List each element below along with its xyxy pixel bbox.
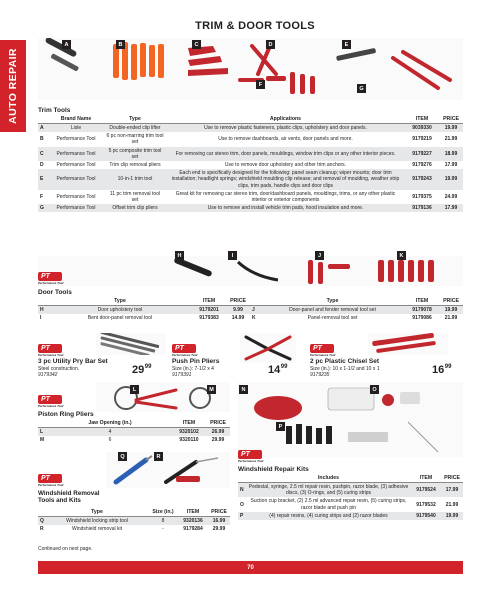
applications-cell: Use to remove door upholstery and other trim anchors.	[224, 162, 347, 169]
item-cell: 9179375	[412, 193, 432, 200]
type-cell: Trim clip removal pliers	[109, 162, 161, 169]
windshield-removal-table	[38, 508, 230, 533]
header-type: Type	[104, 115, 166, 124]
item-cell: 9179383	[199, 315, 219, 322]
pry-bar-photo	[96, 333, 166, 355]
table-row	[238, 512, 463, 520]
door-header-price: PRICE	[226, 297, 250, 306]
item-cell: 9179532	[416, 501, 436, 508]
item-cell: 9320110	[179, 437, 199, 444]
photo-label-g: G	[357, 84, 366, 93]
type-cell: Door-panel and fender removal tool set	[260, 306, 405, 315]
trim-tools-body	[38, 124, 463, 213]
photo-label-i: I	[228, 251, 237, 260]
door-tools-right-body	[250, 306, 463, 323]
price-cell: 17.99	[444, 162, 458, 169]
table-row	[38, 428, 230, 437]
header-brand: Brand Name	[48, 115, 104, 124]
piston-header-price: PRICE	[206, 419, 230, 428]
brand-cell: Performance Tool	[48, 169, 104, 190]
door-header-price-right: PRICE	[439, 297, 463, 306]
table-row	[38, 147, 463, 161]
brand-logo-windshield-removal: PT Performance Tool	[38, 475, 64, 487]
push-pin-pliers-illustration	[240, 333, 296, 363]
type-cell: Windshield removal kit	[71, 526, 123, 533]
item-cell: 9179078	[405, 306, 439, 315]
brand-cell: Performance Tool	[56, 162, 96, 169]
chisel-set-photo	[368, 333, 448, 355]
windshield-removal-body	[38, 517, 230, 534]
photo-label-a: A	[62, 40, 71, 49]
table-row	[38, 132, 463, 146]
photo-label-r: R	[154, 452, 163, 461]
feature-1-price: $29^{99}$	[132, 364, 152, 376]
door-header-type-right: Type	[260, 297, 405, 306]
photo-label-c: C	[192, 40, 201, 49]
item-cell: 9320102	[172, 428, 206, 437]
opening-cell: 4	[48, 428, 172, 437]
item-cell: 9179243	[405, 169, 439, 190]
header-item: ITEM	[405, 115, 439, 124]
photo-label-k: K	[397, 251, 406, 260]
photo-label-p: P	[276, 422, 285, 431]
type-cell: Bent door-panel removal tool	[87, 315, 153, 322]
price-cell: 9.99	[226, 306, 250, 315]
header-applications: Applications	[166, 115, 405, 124]
table-row	[38, 525, 230, 533]
item-cell: 9179284	[183, 526, 203, 533]
piston-header-item: ITEM	[172, 419, 206, 428]
price-cell: 19.99	[439, 124, 463, 133]
ws-removal-header-item: ITEM	[178, 508, 208, 517]
feature-1-desc: Steel construction.	[38, 366, 80, 372]
table-row	[38, 161, 463, 169]
photo-label-l: L	[130, 385, 139, 394]
row-letter: K	[252, 315, 256, 322]
piston-body	[38, 428, 230, 445]
includes-cell: (4) repair resins, (4) curing strips and (2) razor blades	[246, 512, 411, 520]
table-row	[38, 204, 463, 212]
photo-label-b: B	[116, 40, 125, 49]
price-cell: 14.99	[231, 315, 245, 322]
photo-label-h: H	[175, 251, 184, 260]
section-side-tab	[0, 40, 26, 132]
item-cell: 9179219	[412, 136, 432, 143]
feature-3-price: $16^{99}$	[432, 364, 452, 376]
windshield-repair-illustration	[238, 382, 463, 457]
table-row	[238, 497, 463, 511]
feature-2-price: $14^{99}$	[268, 364, 288, 376]
trim-tools-illustration	[38, 38, 463, 100]
table-row	[38, 124, 463, 133]
row-letter: J	[250, 306, 260, 315]
price-cell: 26.99	[206, 428, 230, 437]
applications-cell: Each end is specifically designed for the following: panel seam cleanup; wiper mounts; door trim installation; headlight springs; windshield moulding clip release; and removal of moulding, weather strip clips, trim pads, handle clips and door clips	[166, 169, 405, 190]
table-row	[38, 517, 230, 526]
photo-label-d: D	[266, 40, 275, 49]
photo-label-m: M	[207, 385, 216, 394]
door-tools-table-left	[38, 297, 250, 322]
price-cell: 19.99	[441, 512, 463, 520]
item-cell: 9320136	[178, 517, 208, 526]
pry-bar-illustration	[96, 333, 166, 355]
door-tools-title: Door Tools	[38, 289, 72, 296]
ws-removal-header-price: PRICE	[208, 508, 230, 517]
ws-removal-header-size: Size (in.)	[148, 508, 178, 517]
type-cell: 11 pc trim removal tool set	[109, 190, 161, 204]
brand-logo-feature-1: PT Performance Tool	[38, 345, 64, 357]
repair-kits-title: Windshield Repair Kits	[238, 466, 309, 473]
price-cell: 24.99	[444, 193, 458, 200]
type-cell: Door upholstery tool	[48, 306, 192, 315]
item-cell: 9179086	[412, 315, 432, 322]
door-tools-table-right	[250, 297, 463, 322]
includes-cell: Suction cup bracket, (2) 2.5 ml advanced repair resin, (5) curing strips, razor blade and push pin	[250, 498, 407, 511]
row-letter: P	[238, 512, 246, 520]
opening-cell: 6	[108, 437, 112, 444]
door-header-type: Type	[48, 297, 192, 306]
trim-tools-table	[38, 115, 463, 212]
piston-title: Piston Ring Pliers	[38, 411, 94, 418]
applications-cell: Use to remove and install vehicle trim pads, hood insulation and more.	[166, 204, 405, 212]
row-letter: Q	[38, 517, 46, 526]
row-letter: I	[40, 315, 42, 322]
piston-table	[38, 419, 230, 444]
header-price: PRICE	[439, 115, 463, 124]
price-cell: 17.99	[441, 483, 463, 498]
trim-tools-title: Trim Tools	[38, 107, 71, 114]
price-cell: 17.99	[439, 204, 463, 212]
row-letter: E	[38, 169, 48, 190]
item-cell: 9179136	[405, 204, 439, 212]
brand-cell: Performance Tool	[56, 136, 96, 143]
photo-label-e: E	[342, 40, 351, 49]
table-row	[238, 483, 463, 498]
trim-tools-photo	[38, 38, 463, 100]
price-cell: 29.99	[212, 526, 226, 533]
price-cell: 21.99	[444, 136, 458, 143]
door-header-item-right: ITEM	[405, 297, 439, 306]
price-cell: 21.99	[444, 315, 458, 322]
windshield-repair-photo	[238, 382, 463, 457]
brand-logo-repair-kits: PT Performance Tool	[238, 451, 264, 463]
row-letter: L	[38, 428, 48, 437]
photo-label-f: F	[256, 80, 265, 89]
repair-header-price: PRICE	[441, 474, 463, 483]
brand-logo-door	[38, 272, 62, 285]
row-letter: A	[38, 124, 48, 133]
photo-label-n: N	[239, 385, 248, 394]
page-title: TRIM & DOOR TOOLS	[195, 20, 315, 32]
row-letter: M	[40, 437, 45, 444]
applications-cell: Use to remove plastic fasteners, plastic clips, upholstery and door panels.	[166, 124, 405, 133]
table-row	[250, 306, 463, 315]
windshield-removal-title: Windshield Removal Tools and Kits	[38, 490, 100, 504]
type-cell: Offset trim clip pliers	[104, 204, 166, 212]
row-letter: D	[40, 162, 44, 169]
brand-cell: Performance Tool	[48, 204, 104, 212]
brand-logo-tagline: Performance Tool	[38, 281, 64, 285]
ws-removal-header-type: Type	[46, 508, 148, 517]
repair-header-includes: Includes	[246, 474, 411, 483]
type-cell: Windshield locking strip tool	[46, 517, 148, 526]
price-cell: 19.99	[439, 169, 463, 190]
brand-logo-feature-3: PT Performance Tool	[310, 345, 336, 357]
item-cell: 9179540	[411, 512, 441, 520]
feature-3-name: 2 pc Plastic Chisel Set	[310, 358, 380, 365]
item-cell: 9179227	[405, 147, 439, 161]
piston-header-opening: Jaw Opening (in.)	[48, 419, 172, 428]
brand-logo-feature-2: PT Performance Tool	[172, 345, 198, 357]
brand-cell: Performance Tool	[48, 147, 104, 161]
table-row	[38, 306, 250, 315]
feature-2-desc: Size (in.): 7-1/2 x 4	[172, 366, 214, 372]
item-cell: 9039330	[405, 124, 439, 133]
row-letter: R	[40, 526, 44, 533]
applications-cell: For removing car stereo trim, door panels, mouldings, window trim clips or any other interior pieces.	[166, 147, 405, 161]
door-tools-illustration	[38, 256, 463, 286]
includes-cell: Pedestal, syringe, 2.5 ml repair resin, pushpin, razor blade, (3) adhesive discs, (3) O-rings, and (5) curing strips	[246, 483, 411, 498]
side-tab-label: AUTO REPAIR	[7, 48, 19, 124]
size-cell: -	[162, 526, 164, 533]
row-letter: O	[240, 501, 244, 508]
brand-cell: Performance Tool	[56, 193, 96, 200]
door-tools-left-body	[38, 306, 250, 323]
type-cell: 6 pc non-marring trim tool set	[106, 133, 164, 146]
repair-kits-table	[238, 474, 463, 520]
price-cell: 18.99	[439, 147, 463, 161]
trim-tools-header-row	[38, 115, 463, 124]
repair-kits-body	[238, 483, 463, 521]
item-cell: 9179276	[412, 162, 432, 169]
table-row	[38, 190, 463, 204]
item-cell: 9179201	[192, 306, 226, 315]
door-header-item: ITEM	[192, 297, 226, 306]
type-cell: Panel-removal tool set	[307, 315, 358, 322]
brand-logo-piston: PT Performance Tool	[38, 396, 64, 408]
door-tools-photo	[38, 256, 463, 286]
type-cell: Double-ended clip lifter	[104, 124, 166, 133]
applications-cell: Great kit for removing car stereo trim, door/dashboard panels, mouldings, trims, or any other plastic interior or exterior components	[175, 190, 396, 204]
feature-1-item: 9179342	[38, 372, 58, 378]
continued-note: Continued on next page.	[38, 546, 93, 552]
chisel-set-illustration	[368, 333, 448, 355]
size-cell: 8	[148, 517, 178, 526]
item-cell: 9179524	[411, 483, 441, 498]
type-cell: 5 pc composite trim tool set	[104, 147, 166, 161]
feature-2-item: 9179391	[172, 372, 192, 378]
price-cell: 21.99	[445, 501, 459, 508]
row-letter: N	[238, 483, 246, 498]
row-letter: G	[38, 204, 48, 212]
table-row	[38, 169, 463, 190]
table-row	[38, 436, 230, 444]
price-cell: 16.99	[208, 517, 230, 526]
table-row	[38, 314, 250, 322]
type-cell: 10-in-1 trim tool	[104, 169, 166, 190]
table-row	[250, 314, 463, 322]
applications-cell: Use to remove dashboards, air vents, door panels and more.	[218, 136, 353, 143]
page-footer	[38, 561, 463, 574]
photo-label-q: Q	[118, 452, 127, 461]
price-cell: 19.99	[439, 306, 463, 315]
photo-label-o: O	[370, 385, 379, 394]
brand-cell: Lisle	[48, 124, 104, 133]
price-cell: 29.99	[211, 437, 225, 444]
row-letter: F	[40, 193, 44, 200]
feature-3-item: 9179235	[310, 372, 330, 378]
feature-2-name: Push Pin Pliers	[172, 358, 220, 365]
row-letter: B	[40, 136, 44, 143]
push-pin-pliers-photo	[240, 333, 296, 363]
feature-3-desc: Size (in.): 10 x 1-1/2 and 10 x 1	[310, 366, 380, 372]
row-letter: C	[38, 147, 48, 161]
page-number: 70	[247, 564, 254, 571]
photo-label-j: J	[315, 251, 324, 260]
brand-logo-mark: PT	[38, 272, 62, 281]
feature-1-name: 3 pc Utility Pry Bar Set	[38, 358, 108, 365]
row-letter: H	[38, 306, 48, 315]
repair-header-item: ITEM	[411, 474, 441, 483]
